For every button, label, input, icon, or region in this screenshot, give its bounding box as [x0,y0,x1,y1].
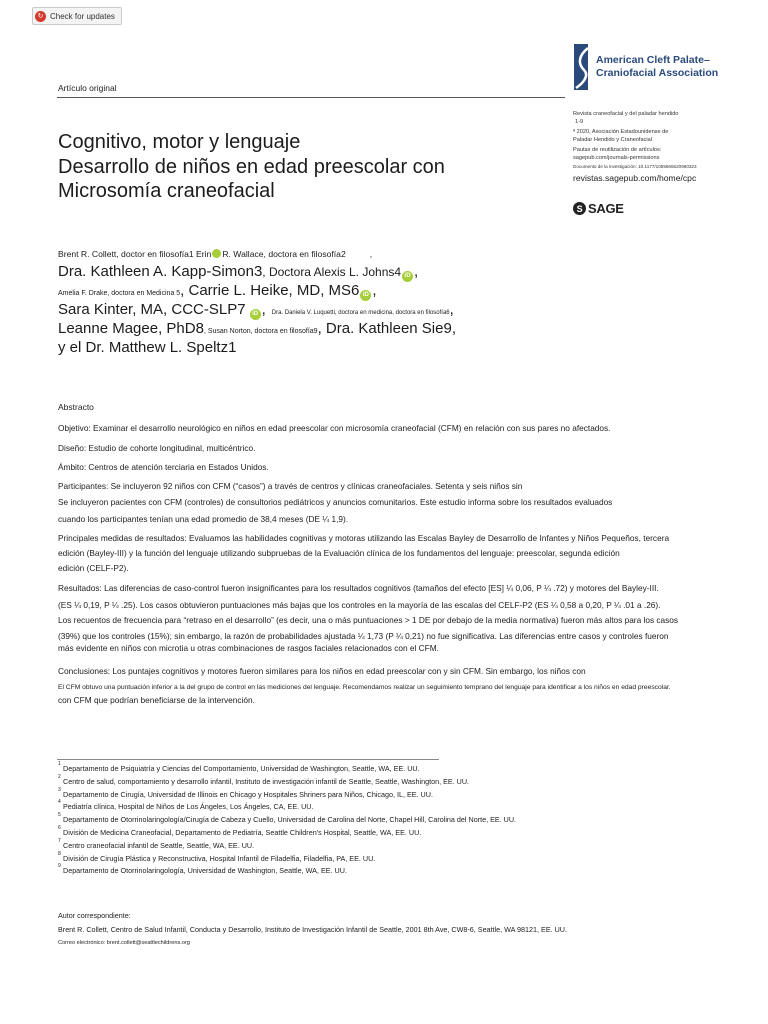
author-separator: , [414,263,419,280]
footnote-number: 8 [58,850,61,857]
footnote-text: División de Cirugía Plástica y Reconstructiva, Hospital Infantil de Filadelfia, Filadelfia, PA, EE. UU. [63,853,376,863]
author-text: y el Dr. Matthew L. Speltz1 [58,339,237,356]
abstract-heading: Abstracto [58,402,94,412]
author-text: Amelia F. Drake, doctora en Medicina 5 [58,290,181,297]
footnote-number: 7 [58,837,61,844]
footnote-number: 2 [58,773,61,780]
abstract-measures: Principales medidas de resultados: Evaluamos las habilidades cognitivas y motoras utilizando las Escalas Bayley de Desarrollo de Infantes y Niños Pequeños, tercera [58,533,670,543]
footnote [58,837,723,854]
abstract-measures: edición (CELF-P2). [58,563,129,573]
update-icon: ↻ [35,11,46,22]
journal-pages: 1-9 [575,118,584,125]
footnote-number: 9 [58,863,61,870]
reuse-guidelines: Pautas de reutilización de artículos: [573,147,662,154]
footnote [58,761,723,777]
author-separator: , [372,282,377,299]
abstract-participants: Participantes: Se incluyeron 92 niños con CFM (“casos”) a través de centros y clínicas craneofaciales. Setenta y seis niños sin [58,481,523,491]
author-text: , Doctora Alexis L. Johns4 [262,265,402,279]
title-line-1: Cognitivo, motor y lenguaje [58,131,301,153]
footnote-text: Centro craneofacial infantil de Seattle, Seattle, WA, EE. UU. [63,840,255,850]
acpa-logo-icon [572,44,592,90]
orcid-icon[interactable] [212,249,221,258]
abstract-participants: cuando los participantes tenían una edad promedio de 38,4 meses (DE ¼ 1,9). [58,514,349,524]
footnote [58,773,723,790]
footnote-text: Centro de salud, comportamiento y desarrollo infantil, Instituto de investigación infantil de Seattle, Seattle, Washington, EE. UU. [63,776,470,786]
author-text: R. Wallace, doctora en filosofía2 [222,249,346,259]
author-text: Dra. Kathleen A. Kapp-Simon3 [58,263,263,280]
footnote-number: 4 [58,799,61,806]
copyright-line-1: ª 2020, Asociación Estadounidense de [573,129,669,136]
permissions-link[interactable]: sagepub.com/journals-permissions [573,154,660,161]
acpa-logo [572,44,718,90]
check-for-updates-label: Check for updates [50,11,115,21]
title-line-3: Microsomía craneofacial [58,180,275,202]
footnote [58,863,723,879]
title-line-2: Desarrollo de niños en edad preescolar con [58,155,445,178]
footnote-text: Pediatría clínica, Hospital de Niños de Los Ángeles, Los Ángeles, CA, EE. UU. [63,802,314,812]
footnote-number: 5 [58,812,61,819]
abstract-measures: edición (Bayley-III) y la función del lenguaje utilizando subpruebas de la Evaluación clínica de los fundamentos del lenguaje: preescolar, segunda edición [58,548,620,558]
journal-meta [573,111,723,184]
affiliation-footnotes [58,761,723,879]
abstract-results: (39%) que los controles (15%); sin embargo, la razón de probabilidades ajustada ¼ 1,73 (P ¼ 0,21) no fue significativa. Las diferencias entre casos y controles fueron [58,631,669,641]
author-line-3 [58,282,377,302]
author-line-2 [58,263,418,283]
journal-url[interactable]: revistas.sagepub.com/home/cpc [573,173,697,184]
sage-logo [573,201,624,216]
corresponding-email[interactable]: Correo electrónico: brent.collett@seattlechildrens.org [58,940,190,946]
article-type: Artículo original [58,83,117,93]
footnote [58,824,723,841]
author-text: Dra. Daniela V. Luquetti, doctora en medicina, doctora en filosofía6 [271,310,450,316]
footnote-text: División de Medicina Craneofacial, Departamento de Pediatría, Seattle Children's Hospital, Seattle, WA, EE. UU. [63,827,422,837]
corresponding-heading: Autor correspondiente: [58,911,131,920]
sage-logo-text: SAGE [588,201,624,216]
author-text: , Dra. Kathleen Sie9, [317,320,456,337]
abstract-conclusions: El CFM obtuvo una puntuación inferior a la del grupo de control en las mediciones del lenguaje. Recomendamos realizar un seguimiento temprano del lenguaje para identificar a los niños en edad preescolar. [58,684,671,691]
abstract-results: más evidente en niños con microtia u otras combinaciones de rasgos faciales relacionados con el CFM. [58,643,439,653]
abstract-results: Resultados: Las diferencias de caso-control fueron insignificantes para los resultados cognitivos (tamaños del efecto [ES] ¼ 0,06, P ¼ .72) y motores del Bayley-III. [58,583,659,593]
acpa-logo-text [596,54,718,80]
author-line-4 [58,301,454,321]
doi[interactable]: Documento de la investigación: 10.1177/1055665620960323 [573,163,697,169]
orcid-icon[interactable]: iD [250,309,261,320]
orcid-icon[interactable]: iD [360,290,371,301]
footnote-text: Departamento de Cirugía, Universidad de Illinois en Chicago y Hospitales Shriners para Niños, Chicago, IL, EE. UU. [63,789,433,799]
author-text: Brent R. Collett, doctor en filosofía1 Erin [58,249,212,259]
article-title [58,130,558,204]
author-separator: , [261,301,266,318]
abstract-participants: Se incluyeron pacientes con CFM (controles) de consultorios pediátricos y anuncios comunitarios. Este estudio informa sobre los resultados evaluados [58,497,613,507]
corresponding-author [58,911,567,946]
author-line-6 [58,339,236,359]
abstract-setting: Ámbito: Centros de atención terciaria en Estados Unidos. [58,462,269,472]
footnote-text: Departamento de Otorrinolaringología, Universidad de Washington, Seattle, WA, EE. UU. [63,866,347,876]
sage-s-icon: S [573,202,586,215]
footnote-number: 1 [58,761,61,767]
footnote [58,850,723,870]
footnote [58,799,723,815]
footnote [58,786,723,806]
author-text: Leanne Magee, PhD8 [58,320,204,337]
footnote-text: Departamento de Psiquiatría y Ciencias del Comportamiento, Universidad de Washington, Seattle, WA, EE. UU. [63,764,420,773]
abstract-results: (ES ¼ 0,19, P ¼ .25). Los casos obtuvieron puntuaciones más bajas que los controles en la mayoría de las escalas del CELF-P2 (ES ¼ 0,58 a 0,20, P ¼ .01 a .26). [58,600,661,610]
author-text: , Carrie L. Heike, MD, MS6 [180,282,360,299]
footnote-text: Departamento de Otorrinolaringología/Cirugía de Cabeza y Cuello, Universidad de Carolina del Norte, Chapel Hill, Carolina del Norte, EE. UU. [63,815,517,825]
author-text: Sara Kinter, MA, CCC-SLP7 [58,301,246,318]
check-for-updates-button[interactable] [32,7,122,25]
copyright-line-2: Paladar Hendido y Craneofacial [573,136,652,143]
author-text: , Susan Norton, doctora en filosofía9 [203,328,318,335]
corresponding-address: Brent R. Collett, Centro de Salud Infantil, Conducta y Desarrollo, Instituto de Investigación Infantil de Seattle, 2001 8th Ave, CW8-6, Seattle, WA 98121, EE. UU. [58,925,567,934]
abstract-design: Diseño: Estudio de cohorte longitudinal, multicéntrico. [58,443,256,453]
logo-line-2: Craniofacial Association [596,67,719,79]
logo-line-1: American Cleft Palate– [596,54,710,66]
author-separator: , [369,249,373,259]
abstract-conclusions: con CFM que podrían beneficiarse de la intervención. [58,695,255,705]
author-line-5 [58,320,456,340]
author-separator: , [449,301,454,318]
footnote-number: 6 [58,824,61,831]
abstract-results: Los recuentos de frecuencia para “retraso en el desarrollo” (es decir, una o más puntuaciones > 1 DE por debajo de la media normativa) fueron más altos para los casos [58,615,679,625]
journal-name: Revista craneofacial y del paladar hendido [573,111,679,117]
footnote [58,812,723,828]
abstract-objective: Objetivo: Examinar el desarrollo neurológico en niños en edad preescolar con microsomía craneofacial (CFM) en relación con sus pares no afectados. [58,423,611,433]
footnote-divider [57,759,439,760]
orcid-icon[interactable]: iD [402,271,413,282]
abstract-conclusions: Conclusiones: Los puntajes cognitivos y motores fueron similares para los niños en edad preescolar con y sin CFM. Sin embargo, los niños con [58,666,586,676]
footnote-number: 3 [58,786,61,793]
header-divider [57,97,565,98]
